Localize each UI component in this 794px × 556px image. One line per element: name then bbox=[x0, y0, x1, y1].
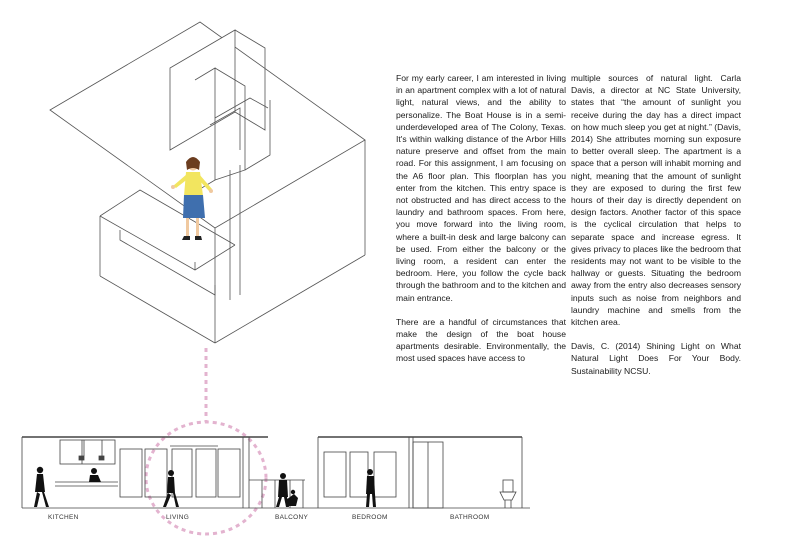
text-column-right bbox=[571, 72, 741, 389]
paragraph-sunlight: multiple sources of natural light. Carla Davis, a director at NC State University, states that “the amount of sunlight you receive during the day has a direct impact on how much sleep you get at night.” (Davis, 2014) She attributes morning sun exposure to better overall sleep. The apartment is a space that a person will inhabit morning and night, meaning that the amount of sunlight they are exposed to during the first few hours of their day is directly dependent on design factors. Another factor of this space is the cyclical circulation that helps to separate space and increase egress. It gives privacy to places like the bedroom that residents may not want to be visible to the hallway or guests. Situating the bedroom away from the entry also decreases sensory inputs such as noise from neighbors and laundry machine and smells from the kitchen area. bbox=[571, 73, 741, 328]
label-bedroom: BEDROOM bbox=[352, 514, 388, 521]
living-highlight-circle bbox=[146, 422, 266, 534]
section-drawing bbox=[22, 437, 530, 508]
label-kitchen: KITCHEN bbox=[48, 514, 79, 521]
label-bathroom: BATHROOM bbox=[450, 514, 490, 521]
text-column-left bbox=[396, 72, 566, 377]
citation: Davis, C. (2014) Shining Light on What Natural Light Does For Your Body. Sustainability NCSU. bbox=[571, 341, 741, 376]
silhouettes bbox=[34, 467, 376, 507]
paragraph-circumstances: There are a handful of circumstances that make the design of the boat house apartments desirable. Environmentally, the most used spaces have access to bbox=[396, 316, 566, 364]
label-balcony: BALCONY bbox=[275, 514, 309, 521]
label-living: LIVING bbox=[166, 514, 190, 521]
isometric-room-drawing bbox=[50, 22, 365, 343]
paragraph-intro: For my early career, I am interested in living in an apartment complex with a lot of natural light, natural views, and the ability to personalize. The Boat House is in a semi-underdeveloped area of The Colony, Texas. It's within walking distance of the Arbor Hills nature preserve and offset from the main road. For this assignment, I am focusing on the A6 floor plan. This floorplan has you enter from the kitchen. This entry space is not obstructed and has direct access to the laundry and bathroom spaces. From here, you move forward into the living room, where a built-in desk and large balcony can be used. From either the balcony or the living room, a resident can enter the bedroom. Here, you follow the cycle back through the bathroom and to the kitchen and main entrance. bbox=[396, 73, 566, 303]
